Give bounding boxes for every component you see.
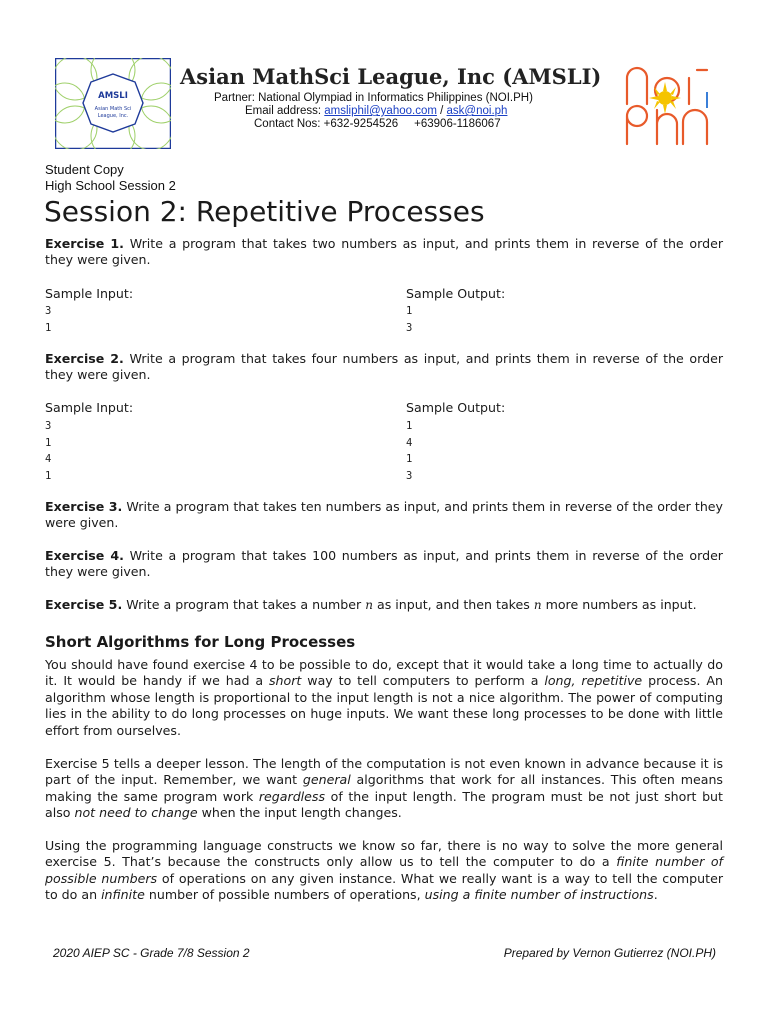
partner-line: Partner: National Olympiad in Informatics Philippines (NOI.PH) — [214, 92, 533, 104]
exercise-4: Exercise 4. Write a program that takes 100 numbers as input, and prints them in reverse of the order they were given. — [45, 548, 723, 580]
contact-line: Contact Nos: +632-9254526 +63906-1186067 — [254, 118, 501, 130]
svg-text:League, Inc.: League, Inc. — [97, 113, 129, 119]
copy-label: Student Copy — [45, 162, 124, 177]
footer-left: 2020 AIEP SC - Grade 7/8 Session 2 — [53, 946, 250, 960]
footer-right: Prepared by Vernon Gutierrez (NOI.PH) — [503, 946, 716, 960]
logo-title-text: AMSLI — [98, 91, 128, 101]
ex2-sample-output: 1 4 1 3 — [406, 420, 413, 482]
svg-text:Asian Math Sci: Asian Math Sci — [94, 106, 132, 112]
email-link-amsli[interactable]: amsliphil@yahoo.com — [324, 105, 437, 117]
email-link-noi[interactable]: ask@noi.ph — [446, 105, 508, 117]
exercise-3: Exercise 3. Write a program that takes ten numbers as input, and prints them in reverse of the order they were given. — [45, 499, 724, 531]
exercise-5: Exercise 5. Write a program that takes a number n as input, and then takes n more numbers as input. — [45, 597, 697, 612]
paragraph-2: Exercise 5 tells a deeper lesson. The length of the computation is not even known in advance because it is part of the input. Remember, we want general algorithms that work for all instances. This often means making the same program work regardless of the input length. The program must be not just short but also not need to change when the input length changes. — [45, 756, 723, 821]
paragraph-3: Using the programming language constructs we know so far, there is no way to solve the more general exercise 5. That’s because the constructs only allow us to tell the computer to do a finite number of possible numbers of operations on any given instance. What we really want is a way to tell the computer to do an infinite number of possible numbers of operations, using a finite number of instructions. — [45, 838, 724, 903]
exercise-1: Exercise 1. Write a program that takes two numbers as input, and prints them in reverse of the order they were given. — [45, 236, 723, 268]
ex2-sample-input-label: Sample Input: — [45, 400, 134, 415]
ex1-sample-output: 1 3 — [406, 305, 413, 334]
section-heading: Short Algorithms for Long Processes — [45, 633, 356, 651]
session-label: High School Session 2 — [45, 178, 176, 193]
paragraph-1: You should have found exercise 4 to be possible to do, except that it would take a long time to actually do it. It would be handy if we had a short way to tell computers to perform a long, repetitive process. An algorithm whose length is proportional to the input length is not a nice algorithm. The power of computing lies in the ability to do long processes on huge inputs. We want these long processes to be done with little effort from ourselves. — [45, 657, 723, 738]
ex1-sample-output-label: Sample Output: — [406, 286, 506, 301]
ex1-sample-input-label: Sample Input: — [45, 286, 134, 301]
ex2-sample-input: 3 1 4 1 — [45, 420, 52, 482]
email-line: Email address: amsliphil@yahoo.com / ask@noi.ph — [245, 105, 508, 117]
ex2-sample-output-label: Sample Output: — [406, 400, 506, 415]
amsli-logo — [55, 58, 171, 149]
org-name: Asian MathSci League, Inc (AMSLI) — [180, 64, 602, 89]
ex1-sample-input: 3 1 — [45, 305, 52, 334]
page-title: Session 2: Repetitive Processes — [44, 195, 485, 228]
noi-ph-logo — [621, 64, 717, 148]
exercise-2: Exercise 2. Write a program that takes four numbers as input, and prints them in reverse of the order they were given. — [45, 351, 723, 383]
